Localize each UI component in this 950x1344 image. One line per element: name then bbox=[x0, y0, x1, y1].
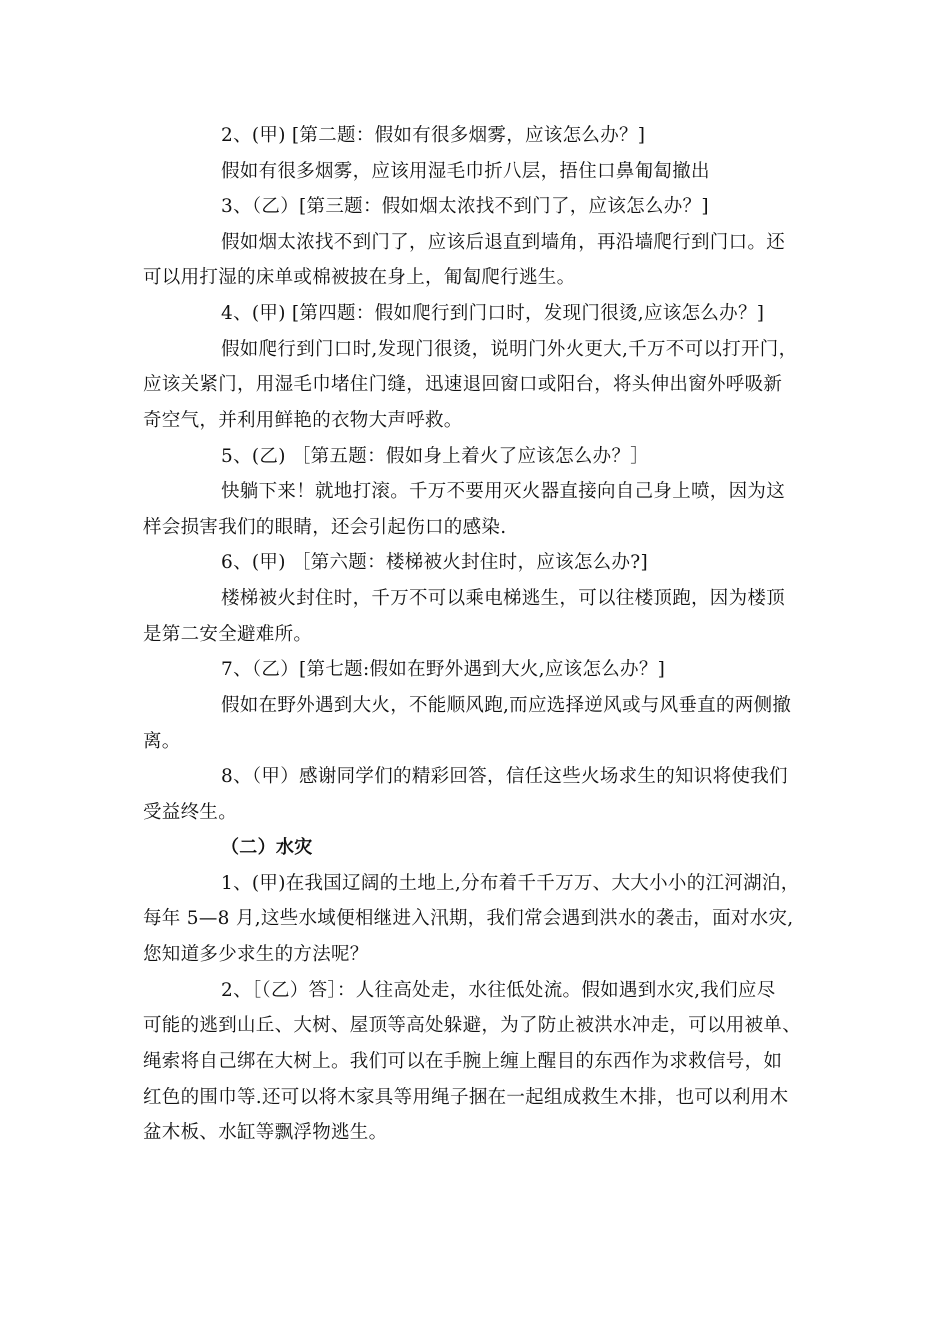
question-7-line: 7、（乙）[第七题:假如在野外遇到大火,应该怎么办？] bbox=[221, 659, 666, 680]
answer-3-line-1: 假如烟太浓找不到门了，应该后退直到墙角，再沿墙爬行到门口。还 bbox=[221, 232, 786, 253]
closing-8-line-1: 8、（甲）感谢同学们的精彩回答，信任这些火场求生的知识将使我们 bbox=[221, 766, 788, 787]
flood-2-line-2: 可能的逃到山丘、大树、屋顶等高处躲避，为了防止被洪水冲走，可以用被单、 bbox=[143, 1015, 802, 1036]
flood-2-line-3: 绳索将自己绑在大树上。我们可以在手腕上缠上醒目的东西作为求救信号，如 bbox=[143, 1051, 783, 1072]
question-5-line: 5、(乙) ［第五题：假如身上着火了应该怎么办？］ bbox=[221, 446, 650, 467]
answer-4-line-1: 假如爬行到门口时,发现门很烫，说明门外火更大,千万不可以打开门， bbox=[221, 339, 798, 360]
flood-2-line-5: 盆木板、水缸等飘浮物逃生。 bbox=[143, 1122, 388, 1143]
flood-2-line-4: 红色的围巾等.还可以将木家具等用绳子捆在一起组成救生木排，也可以利用木 bbox=[143, 1087, 789, 1108]
answer-6-line-1: 楼梯被火封住时，千万不可以乘电梯逃生，可以往楼顶跑，因为楼顶 bbox=[221, 588, 786, 609]
flood-1-line-1: 1、(甲)在我国辽阔的土地上,分布着千千万万、大大小小的江河湖泊， bbox=[221, 873, 800, 894]
answer-4-line-2: 应该关紧门，用湿毛巾堵住门缝，迅速退回窗口或阳台，将头伸出窗外呼吸新 bbox=[143, 374, 783, 395]
answer-2-line-1: 假如有很多烟雾，应该用湿毛巾折八层，捂住口鼻匍匐撤出 bbox=[221, 161, 710, 182]
answer-6-line-2: 是第二安全避难所。 bbox=[143, 624, 313, 645]
answer-5-line-1: 快躺下来！就地打滚。千万不要用灭火器直接向自己身上喷，因为这 bbox=[221, 481, 786, 502]
answer-4-line-3: 奇空气，并利用鲜艳的衣物大声呼救。 bbox=[143, 410, 463, 431]
question-4-line: 4、(甲) [第四题：假如爬行到门口时，发现门很烫,应该怎么办？] bbox=[221, 303, 765, 324]
question-3-line: 3、（乙）[第三题：假如烟太浓找不到门了，应该怎么办？] bbox=[221, 196, 709, 217]
answer-3-line-2: 可以用打湿的床单或棉被披在身上，匍匐爬行逃生。 bbox=[143, 267, 576, 288]
flood-2-line-1: 2、［（乙）答］：人往高处走，水往低处流。假如遇到水灾,我们应尽 bbox=[221, 980, 776, 1001]
question-6-line: 6、(甲) ［第六题：楼梯被火封住时，应该怎么办?] bbox=[221, 552, 649, 573]
flood-1-line-3: 您知道多少求生的方法呢？ bbox=[143, 944, 369, 965]
section-heading-flood: （二）水灾 bbox=[221, 837, 313, 858]
answer-7-line-2: 离。 bbox=[143, 731, 181, 752]
closing-8-line-2: 受益终生。 bbox=[143, 802, 238, 823]
flood-1-line-2: 每年 5—8 月,这些水域便相继进入汛期，我们常会遇到洪水的袭击，面对水灾, bbox=[143, 908, 794, 929]
question-2-line: 2、(甲) [第二题：假如有很多烟雾，应该怎么办？] bbox=[221, 125, 646, 146]
answer-5-line-2: 样会损害我们的眼睛，还会引起伤口的感染. bbox=[143, 517, 507, 538]
answer-7-line-1: 假如在野外遇到大火，不能顺风跑,而应选择逆风或与风垂直的两侧撤 bbox=[221, 695, 792, 716]
